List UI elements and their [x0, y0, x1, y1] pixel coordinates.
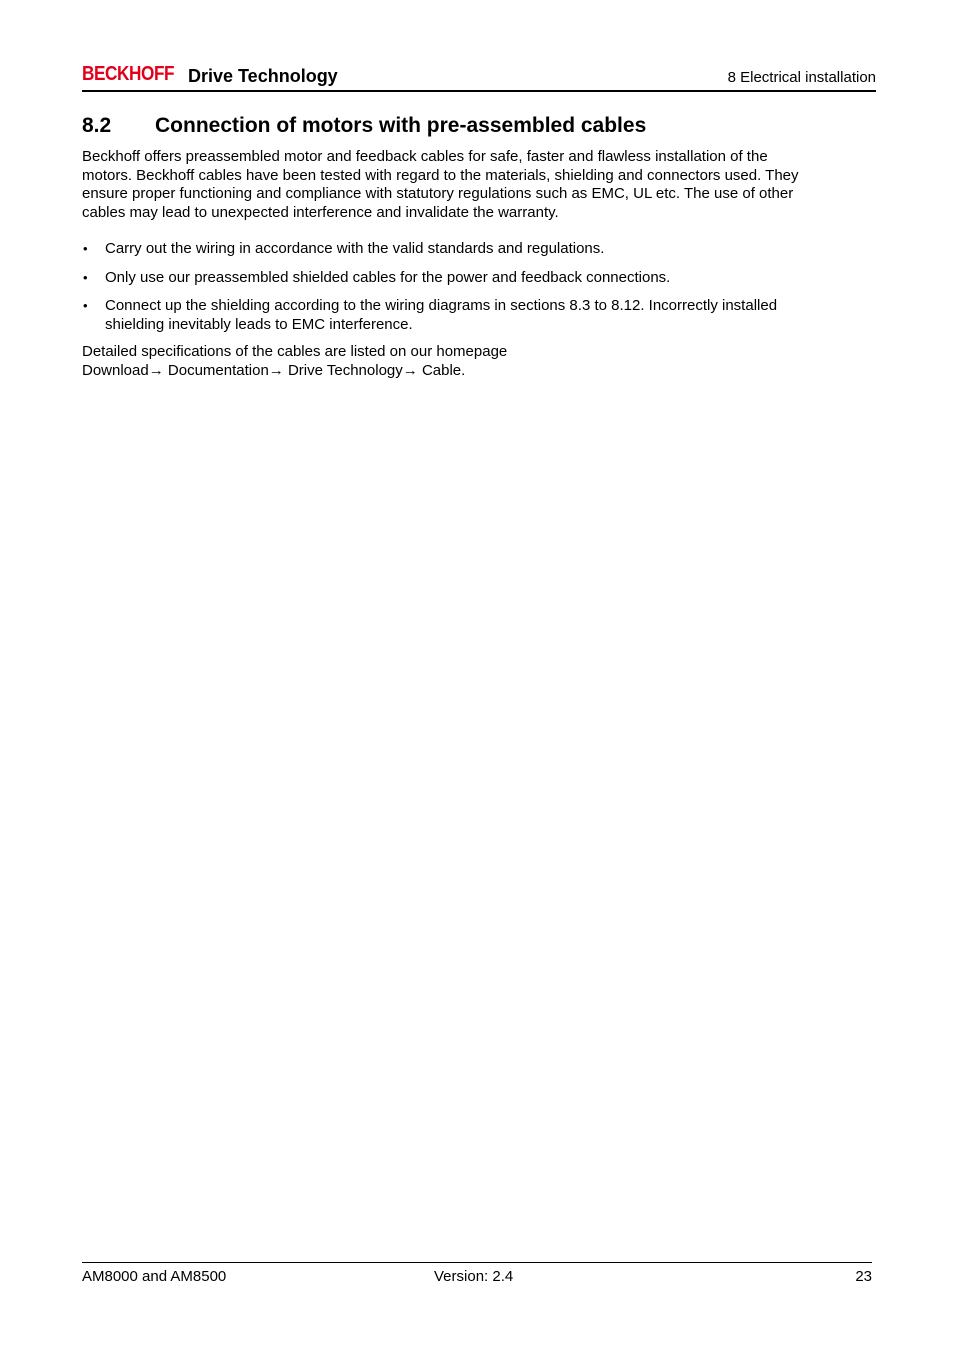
list-item	[82, 297, 872, 334]
bullet-icon: •	[83, 269, 88, 285]
arrow-icon: →	[148, 361, 164, 379]
list-item-text: Only use our preassembled shielded cables for the power and feedback connections.	[105, 268, 671, 286]
bullet-icon: •	[83, 298, 88, 313]
details-text: Detailed specifications of the cables are listed on our homepage	[82, 343, 508, 360]
beckhoff-logo: BECKHOFF	[82, 63, 175, 85]
section-heading	[82, 114, 646, 138]
path-step: Cable.	[421, 361, 466, 379]
details-paragraph	[82, 343, 872, 380]
intro-paragraph	[82, 148, 872, 222]
page-header	[82, 60, 876, 92]
arrow-icon: →	[402, 361, 418, 379]
list-item	[82, 240, 872, 259]
intro-line: Beckhoff offers preassembled motor and feedback cables for safe, faster and flawless installation of the	[82, 148, 768, 165]
section-number: 8.2	[82, 114, 112, 137]
list-item-text: Connect up the shielding according to the wiring diagrams in sections 8.3 to 8.12. Incorrectly installed	[105, 297, 778, 314]
page-number: 23	[855, 1268, 872, 1285]
product-name: AM8000 and AM8500	[82, 1268, 227, 1285]
header-subtitle: Drive Technology	[188, 66, 338, 86]
instruction-list	[82, 240, 872, 344]
section-title: Connection of motors with pre-assembled cables	[155, 114, 647, 137]
list-item-text: Carry out the wiring in accordance with the valid standards and regulations.	[105, 240, 605, 257]
page-footer	[82, 1262, 872, 1287]
path-step: Drive Technology	[287, 361, 403, 379]
path-step: Documentation	[167, 361, 269, 379]
intro-line: ensure proper functioning and compliance with statutory regulations such as EMC, UL etc. The use of other	[82, 185, 794, 202]
bullet-icon: •	[83, 241, 88, 256]
intro-line: cables may lead to unexpected interference and invalidate the warranty.	[82, 203, 559, 221]
intro-line: motors. Beckhoff cables have been tested with regard to the materials, shielding and connectors used. They	[82, 166, 799, 184]
path-step: Download	[82, 361, 149, 379]
chapter-title: 8 Electrical installation	[727, 69, 876, 86]
list-item-text: shielding inevitably leads to EMC interference.	[105, 315, 413, 333]
version-label: Version: 2.4	[434, 1268, 514, 1285]
arrow-icon: →	[268, 361, 284, 379]
list-item	[82, 269, 872, 288]
